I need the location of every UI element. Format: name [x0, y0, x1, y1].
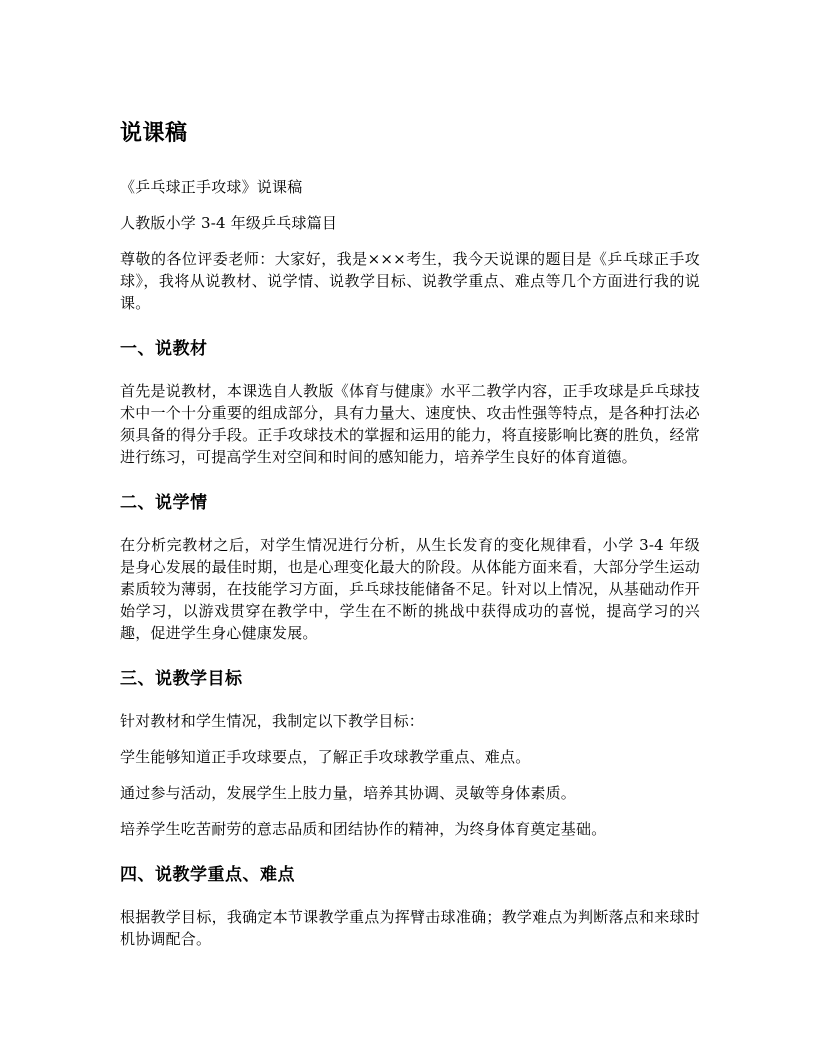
- objective-item-attitude: 培养学生吃苦耐劳的意志品质和团结协作的精神，为终身体育奠定基础。: [120, 820, 607, 838]
- section-heading-key-points: 四、说教学重点、难点: [120, 865, 295, 885]
- section-textbook-paragraph: 首先是说教材，本课选自人教版《体育与健康》水平二教学内容，正手攻球是乒乓球技术中一个十分重要的组成部分，具有力量大、速度快、攻击性强等特点，是各种打法必须具备的得分手段。正手攻球技术的掌握和运用的能力，将直接影响比赛的胜负，经常进行练习，可提高学生对空间和时间的感知能力，培养学生良好的体育道德。: [120, 382, 700, 466]
- objectives-intro-paragraph: 针对教材和学生情况，我制定以下教学目标：: [120, 712, 425, 730]
- section-heading-students: 二、说学情: [120, 493, 208, 513]
- lesson-title-paragraph: 《乒乓球正手攻球》说课稿: [120, 178, 303, 196]
- section-heading-textbook: 一、说教材: [120, 339, 208, 359]
- textbook-source-paragraph: 人教版小学 3-4 年级乒乓球篇目: [120, 214, 338, 232]
- section-students-paragraph: 在分析完教材之后，对学生情况进行分析，从生长发育的变化规律看，小学 3-4 年级是身心发展的最佳时期，也是心理变化最大的阶段。从体能方面来看，大部分学生运动素质较为薄弱，在技能学习方面，乒乓球技能储备不足。针对以上情况，从基础动作开始学习，以游戏贯穿在教学中，学生在不断的挑战中获得成功的喜悦，提高学习的兴趣，促进学生身心健康发展。: [120, 536, 700, 642]
- document-page: [120, 118, 700, 964]
- objective-item-knowledge: 学生能够知道正手攻球要点，了解正手攻球教学重点、难点。: [120, 748, 531, 766]
- section-heading-objectives: 三、说教学目标: [120, 669, 243, 689]
- greeting-paragraph: 尊敬的各位评委老师：大家好，我是×××考生，我今天说课的题目是《乒乓球正手攻球》，我将从说教材、说学情、说教学目标、说教学重点、难点等几个方面进行我的说课。: [120, 250, 700, 312]
- objective-item-skills: 通过参与活动，发展学生上肢力量，培养其协调、灵敏等身体素质。: [120, 784, 577, 802]
- section-key-points-paragraph: 根据教学目标，我确定本节课教学重点为挥臂击球准确；教学难点为判断落点和来球时机协调配合。: [120, 908, 700, 948]
- document-title: 说课稿: [120, 121, 188, 146]
